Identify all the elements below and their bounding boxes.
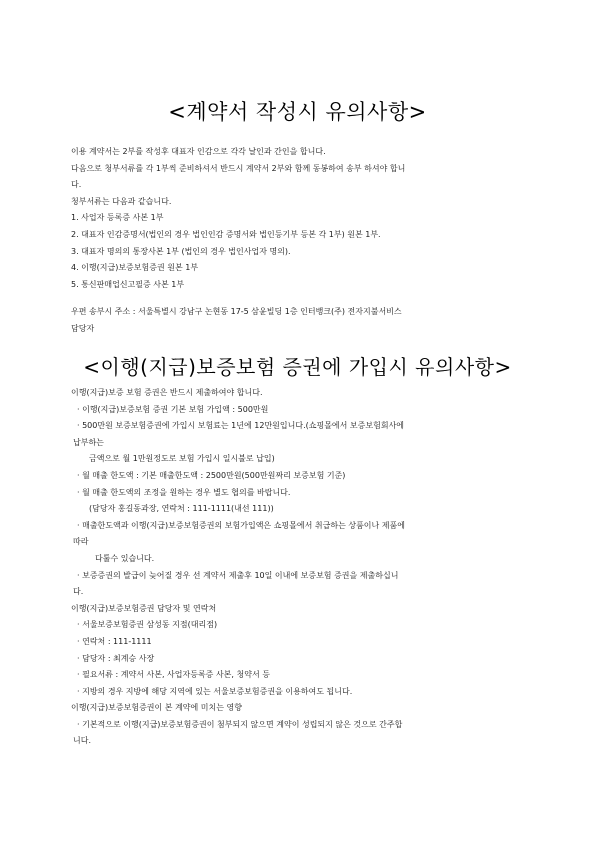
section2-line: (담당자 홍길동과장, 연락처 : 111-1111(내선 111)) xyxy=(89,504,274,514)
section2-bullet-item: · 이행(지급)보증보험 증권 기본 보험 가입액 : 500만원 xyxy=(77,404,269,414)
section2-line: 따라 xyxy=(73,537,89,547)
section2-line: 이행(지급)보증보험증권 담당자 및 연락처 xyxy=(71,603,217,613)
section2-title: <이행(지급)보증보험 증권에 가입시 유의사항> xyxy=(83,355,512,379)
section2-line: 이행(지급)보증보험증권이 본 계약에 미치는 영향 xyxy=(71,703,242,713)
section1-body xyxy=(71,144,531,293)
section1-list-item: 1. 사업자 등록증 사본 1부 xyxy=(71,213,164,223)
section1-line: 다. xyxy=(71,180,82,190)
section2-bullet-item: · 500만원 보증보험증권에 가입시 보험료는 1년에 12만원입니다.(쇼핑몰에서 보증보험회사에 xyxy=(77,421,405,431)
section1-list-item: 3. 대표자 명의의 통장사본 1부 (법인의 경우 법인사업자 명의). xyxy=(71,246,291,256)
section2-bullet-item: · 담당자 : 최계승 사장 xyxy=(77,653,155,663)
section2-line: 니다. xyxy=(73,736,91,746)
section1-line: 다음으로 청부서류를 각 1부씩 준비하셔서 반드시 계약서 2부와 함께 동봉하여 송부 하셔야 합니 xyxy=(71,163,406,173)
section2-bullet-item: · 매출한도액과 이행(지급)보증보험증권의 보험가입액은 쇼핑몰에서 취급하는 상품이나 제품에 xyxy=(77,520,405,530)
section1-title: <계약서 작성시 유의사항> xyxy=(168,100,427,124)
section2-bullet-item: · 연락처 : 111-1111 xyxy=(77,636,152,646)
section2-bullet-item: · 기본적으로 이행(지급)보증보험증권이 첨부되지 않으면 계약이 성립되지 않은 것으로 간주합 xyxy=(77,719,403,729)
section2-body xyxy=(71,385,531,750)
section2-bullet-item: · 지방의 경우 지방에 해당 지역에 있는 서울보증보험증권을 이용하여도 됩니다. xyxy=(77,686,353,696)
section2-bullet-item: · 보증증권의 발급이 늦어질 경우 선 계약서 제출후 10일 이내에 보증보험 증권을 제출하십니 xyxy=(77,570,399,580)
section1-list-item: 2. 대표자 인감증명서(법인의 경우 법인인감 증명서와 법인등기부 등본 각 1부) 원본 1부. xyxy=(71,229,381,239)
section1-list-item: 4. 이행(지급)보증보험증권 원본 1부 xyxy=(71,263,199,273)
section2-line: 다. xyxy=(73,587,84,597)
address-line: 우편 송부시 주소 : 서울특별시 강남구 논현동 17-5 삼윤빌딩 1층 인터뱅크(주) 전자지불서비스 xyxy=(71,307,402,316)
section2-bullet-item: · 서울보증보험증권 삼성동 지점(대리점) xyxy=(77,620,218,630)
address-line: 담당자 xyxy=(71,323,95,333)
section2-bullet-item: · 월 매출 한도액 : 기본 매출한도액 : 2500만원(500만원짜리 보증보험 기준) xyxy=(77,470,346,480)
section2-line: 이행(지급)보증 보험 증권은 반드시 제출하여야 합니다. xyxy=(71,388,263,397)
section2-line: 금액으로 월 1만원정도로 보험 가입시 일시불로 납입) xyxy=(89,454,275,464)
section2-bullet-item: · 월 매출 한도액의 조정을 원하는 경우 별도 협의를 바랍니다. xyxy=(77,487,291,497)
mailing-address xyxy=(71,304,531,337)
section2-bullet-item: · 필요서류 : 계약서 사본, 사업자등록증 사본, 청약서 등 xyxy=(77,670,270,680)
section1-line: 청부서류는 다음과 같습니다. xyxy=(71,196,172,206)
section1-line: 이용 계약서는 2부를 작성후 대표자 인감으로 각각 날인과 간인을 합니다. xyxy=(71,147,326,156)
section2-line: 납부하는 xyxy=(73,437,104,447)
section1-list-item: 5. 통신판매업신고필증 사본 1부 xyxy=(71,279,185,289)
section2-line: 다툴수 있습니다. xyxy=(95,553,155,563)
